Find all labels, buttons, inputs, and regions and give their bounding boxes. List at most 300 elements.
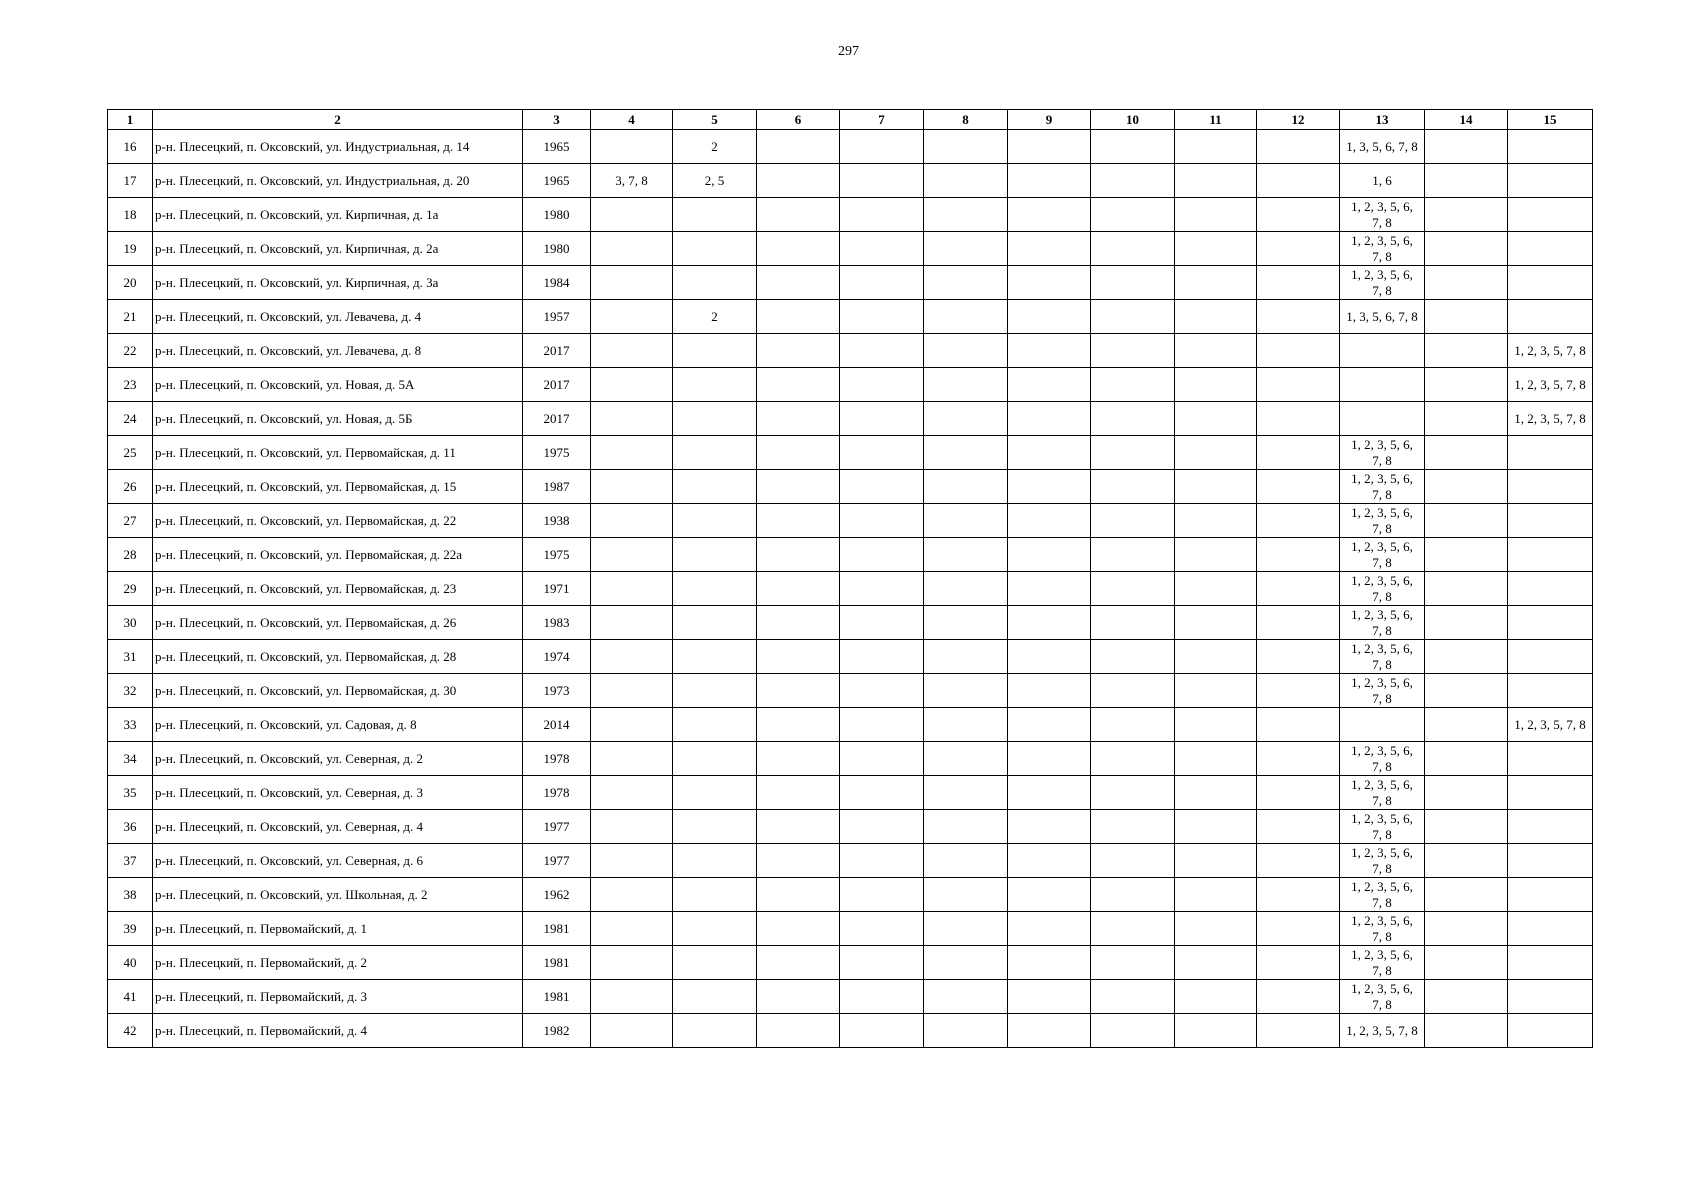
table-cell (1425, 708, 1508, 742)
table-row (108, 164, 1593, 198)
address-cell: р-н. Плесецкий, п. Оксовский, ул. Северная, д. 6 (153, 844, 523, 878)
table-cell (591, 708, 673, 742)
table-cell (591, 844, 673, 878)
table-cell (591, 912, 673, 946)
table-cell (924, 980, 1008, 1014)
table-cell (1175, 1014, 1257, 1048)
table-cell (1175, 878, 1257, 912)
table-cell (591, 402, 673, 436)
row-number-cell: 37 (108, 844, 153, 878)
table-cell (1175, 742, 1257, 776)
table-cell (1175, 606, 1257, 640)
address-cell: р-н. Плесецкий, п. Первомайский, д. 4 (153, 1014, 523, 1048)
row-number-cell: 20 (108, 266, 153, 300)
table-cell (1508, 980, 1593, 1014)
table-cell (673, 572, 757, 606)
table-cell: 1, 2, 3, 5, 6, 7, 8 (1340, 640, 1425, 674)
table-cell: 1, 2, 3, 5, 6, 7, 8 (1340, 674, 1425, 708)
table-cell (924, 606, 1008, 640)
table-cell (757, 470, 840, 504)
table-cell (840, 402, 924, 436)
table-cell (1425, 198, 1508, 232)
row-number-cell: 16 (108, 130, 153, 164)
address-cell: р-н. Плесецкий, п. Оксовский, ул. Северная, д. 3 (153, 776, 523, 810)
table-cell (1425, 538, 1508, 572)
table-cell (1091, 334, 1175, 368)
column-header-12: 12 (1257, 110, 1340, 130)
table-cell (1425, 640, 1508, 674)
table-cell (673, 436, 757, 470)
table-cell (1091, 572, 1175, 606)
table-cell (591, 198, 673, 232)
address-cell: р-н. Плесецкий, п. Оксовский, ул. Первомайская, д. 28 (153, 640, 523, 674)
table-cell (924, 130, 1008, 164)
table-cell (1257, 946, 1340, 980)
address-cell: р-н. Плесецкий, п. Оксовский, ул. Кирпичная, д. 2а (153, 232, 523, 266)
table-cell (1008, 300, 1091, 334)
table-row (108, 878, 1593, 912)
table-cell (1175, 300, 1257, 334)
table-cell (1175, 402, 1257, 436)
column-header-9: 9 (1008, 110, 1091, 130)
year-cell: 2017 (523, 368, 591, 402)
table-row (108, 334, 1593, 368)
table-cell (1008, 436, 1091, 470)
row-number-cell: 31 (108, 640, 153, 674)
table-cell (1175, 266, 1257, 300)
table-cell (1175, 470, 1257, 504)
table-cell (1425, 266, 1508, 300)
table-cell (1508, 606, 1593, 640)
year-cell: 1980 (523, 198, 591, 232)
table-cell (1175, 946, 1257, 980)
table-cell (1008, 572, 1091, 606)
table-cell (757, 164, 840, 198)
year-cell: 1965 (523, 164, 591, 198)
table-cell (591, 742, 673, 776)
table-cell (924, 504, 1008, 538)
address-cell: р-н. Плесецкий, п. Оксовский, ул. Первомайская, д. 15 (153, 470, 523, 504)
table-cell (840, 198, 924, 232)
table-cell (1257, 844, 1340, 878)
table-cell (840, 470, 924, 504)
table-cell (1425, 844, 1508, 878)
table-cell (1175, 538, 1257, 572)
table-row (108, 912, 1593, 946)
table-row (108, 776, 1593, 810)
table-cell (673, 912, 757, 946)
year-cell: 1957 (523, 300, 591, 334)
address-cell: р-н. Плесецкий, п. Оксовский, ул. Северная, д. 2 (153, 742, 523, 776)
table-cell (1508, 946, 1593, 980)
table-cell (1091, 368, 1175, 402)
row-number-cell: 28 (108, 538, 153, 572)
header-row (108, 110, 1593, 130)
table-cell (1008, 334, 1091, 368)
table-cell (840, 164, 924, 198)
table-cell (591, 368, 673, 402)
column-header-5: 5 (673, 110, 757, 130)
table-cell (1091, 198, 1175, 232)
year-cell: 1978 (523, 742, 591, 776)
table-cell (1425, 1014, 1508, 1048)
address-cell: р-н. Плесецкий, п. Оксовский, ул. Первомайская, д. 23 (153, 572, 523, 606)
address-cell: р-н. Плесецкий, п. Оксовский, ул. Новая, д. 5А (153, 368, 523, 402)
table-cell (1008, 640, 1091, 674)
year-cell: 1984 (523, 266, 591, 300)
table-cell (924, 538, 1008, 572)
table-cell (1257, 198, 1340, 232)
table-cell (1091, 878, 1175, 912)
table-cell (1508, 266, 1593, 300)
table-cell (757, 572, 840, 606)
table-cell (1091, 232, 1175, 266)
table-cell: 1, 2, 3, 5, 6, 7, 8 (1340, 266, 1425, 300)
table-cell (1257, 334, 1340, 368)
year-cell: 1975 (523, 538, 591, 572)
table-cell (924, 810, 1008, 844)
table-cell (1008, 232, 1091, 266)
table-cell (1508, 436, 1593, 470)
column-header-8: 8 (924, 110, 1008, 130)
table-cell (840, 572, 924, 606)
table-cell (1175, 810, 1257, 844)
address-cell: р-н. Плесецкий, п. Первомайский, д. 2 (153, 946, 523, 980)
table-cell (924, 198, 1008, 232)
table-cell (1175, 436, 1257, 470)
table-cell (1008, 606, 1091, 640)
table-cell (1425, 742, 1508, 776)
table-cell (1091, 266, 1175, 300)
table-cell (924, 368, 1008, 402)
table-cell (673, 334, 757, 368)
year-cell: 1977 (523, 810, 591, 844)
table-cell (840, 878, 924, 912)
table-cell (1425, 674, 1508, 708)
table-cell (840, 232, 924, 266)
table-cell (757, 436, 840, 470)
table-cell (840, 504, 924, 538)
table-cell (673, 232, 757, 266)
table-cell (1175, 164, 1257, 198)
table-cell (1175, 504, 1257, 538)
table-cell (1257, 878, 1340, 912)
table-cell (1425, 368, 1508, 402)
year-cell: 1983 (523, 606, 591, 640)
table-cell (1425, 504, 1508, 538)
column-header-3: 3 (523, 110, 591, 130)
row-number-cell: 19 (108, 232, 153, 266)
column-header-15: 15 (1508, 110, 1593, 130)
table-cell (757, 674, 840, 708)
table-cell (1175, 232, 1257, 266)
table-cell (924, 674, 1008, 708)
table-cell (1257, 980, 1340, 1014)
table-cell (1257, 504, 1340, 538)
table-cell (1008, 810, 1091, 844)
table-cell: 1, 2, 3, 5, 6, 7, 8 (1340, 504, 1425, 538)
table-cell (1508, 912, 1593, 946)
table-cell (1091, 300, 1175, 334)
table-cell (673, 946, 757, 980)
table-cell (1091, 538, 1175, 572)
table-row (108, 266, 1593, 300)
table-cell (1175, 130, 1257, 164)
table-row (108, 504, 1593, 538)
table-cell: 2 (673, 130, 757, 164)
table-cell (757, 810, 840, 844)
table-cell (673, 844, 757, 878)
table-cell: 1, 2, 3, 5, 7, 8 (1340, 1014, 1425, 1048)
table-cell (757, 708, 840, 742)
table-cell (840, 912, 924, 946)
table-cell (757, 946, 840, 980)
row-number-cell: 40 (108, 946, 153, 980)
table-row (108, 844, 1593, 878)
table-cell (757, 640, 840, 674)
table-row (108, 198, 1593, 232)
table-cell (673, 980, 757, 1014)
table-cell: 1, 6 (1340, 164, 1425, 198)
table-cell (924, 640, 1008, 674)
table-cell (1091, 606, 1175, 640)
table-cell (1008, 164, 1091, 198)
table-cell (1257, 368, 1340, 402)
table-row (108, 1014, 1593, 1048)
table-cell: 1, 2, 3, 5, 7, 8 (1508, 402, 1593, 436)
row-number-cell: 39 (108, 912, 153, 946)
year-cell: 1975 (523, 436, 591, 470)
table-cell (591, 504, 673, 538)
table-cell (1091, 1014, 1175, 1048)
row-number-cell: 23 (108, 368, 153, 402)
year-cell: 1971 (523, 572, 591, 606)
table-cell (840, 300, 924, 334)
table-cell (840, 606, 924, 640)
table-cell (1425, 810, 1508, 844)
table-cell (673, 504, 757, 538)
table-cell: 1, 2, 3, 5, 6, 7, 8 (1340, 742, 1425, 776)
table-cell (757, 130, 840, 164)
table-cell (840, 130, 924, 164)
address-cell: р-н. Плесецкий, п. Оксовский, ул. Первомайская, д. 26 (153, 606, 523, 640)
table-cell (924, 776, 1008, 810)
table-cell (673, 776, 757, 810)
table-cell (924, 164, 1008, 198)
row-number-cell: 22 (108, 334, 153, 368)
year-cell: 2017 (523, 334, 591, 368)
table-row (108, 708, 1593, 742)
table-cell (757, 538, 840, 572)
table-cell (673, 402, 757, 436)
table-cell: 1, 2, 3, 5, 7, 8 (1508, 708, 1593, 742)
table-cell: 1, 2, 3, 5, 6, 7, 8 (1340, 878, 1425, 912)
row-number-cell: 33 (108, 708, 153, 742)
table-cell (1175, 572, 1257, 606)
table-cell (1091, 946, 1175, 980)
year-cell: 1981 (523, 946, 591, 980)
table-cell (1508, 504, 1593, 538)
table-cell (757, 300, 840, 334)
address-cell: р-н. Плесецкий, п. Оксовский, ул. Первомайская, д. 30 (153, 674, 523, 708)
table-row (108, 606, 1593, 640)
table-cell (1257, 776, 1340, 810)
table-cell: 1, 2, 3, 5, 6, 7, 8 (1340, 946, 1425, 980)
table-cell: 1, 2, 3, 5, 7, 8 (1508, 368, 1593, 402)
table-cell (591, 878, 673, 912)
table-cell (840, 334, 924, 368)
table-cell (757, 606, 840, 640)
table-cell (673, 708, 757, 742)
table-cell (1175, 334, 1257, 368)
table-cell (1008, 538, 1091, 572)
address-cell: р-н. Плесецкий, п. Оксовский, ул. Индустриальная, д. 14 (153, 130, 523, 164)
table-cell (1008, 674, 1091, 708)
table-cell (840, 368, 924, 402)
table-cell (1508, 776, 1593, 810)
table-cell (591, 130, 673, 164)
row-number-cell: 17 (108, 164, 153, 198)
table-row (108, 674, 1593, 708)
table-cell (1091, 640, 1175, 674)
table-row (108, 572, 1593, 606)
table-cell (591, 334, 673, 368)
table-cell (1175, 198, 1257, 232)
table-cell (1257, 164, 1340, 198)
table-row (108, 368, 1593, 402)
table-cell (757, 912, 840, 946)
column-header-2: 2 (153, 110, 523, 130)
table-cell (1091, 912, 1175, 946)
table-cell (1008, 402, 1091, 436)
address-cell: р-н. Плесецкий, п. Первомайский, д. 1 (153, 912, 523, 946)
table-cell: 1, 2, 3, 5, 6, 7, 8 (1340, 232, 1425, 266)
table-cell: 1, 2, 3, 5, 6, 7, 8 (1340, 606, 1425, 640)
table-cell (1008, 368, 1091, 402)
table-cell (757, 232, 840, 266)
row-number-cell: 25 (108, 436, 153, 470)
table-cell (1008, 878, 1091, 912)
table-cell (840, 946, 924, 980)
table-cell (924, 402, 1008, 436)
table-cell (591, 606, 673, 640)
table-cell (757, 1014, 840, 1048)
address-cell: р-н. Плесецкий, п. Оксовский, ул. Школьная, д. 2 (153, 878, 523, 912)
table-cell (840, 266, 924, 300)
table-cell (1425, 300, 1508, 334)
table-cell: 1, 2, 3, 5, 6, 7, 8 (1340, 538, 1425, 572)
table-cell (1008, 776, 1091, 810)
table-cell (757, 334, 840, 368)
year-cell: 1962 (523, 878, 591, 912)
table-cell (1425, 776, 1508, 810)
year-cell: 1973 (523, 674, 591, 708)
table-cell: 1, 2, 3, 5, 6, 7, 8 (1340, 198, 1425, 232)
table-row (108, 130, 1593, 164)
table-cell (1257, 708, 1340, 742)
table-cell (840, 1014, 924, 1048)
table-cell (840, 810, 924, 844)
table-cell (1508, 1014, 1593, 1048)
table-cell (1091, 504, 1175, 538)
table-cell (1425, 912, 1508, 946)
table-cell: 1, 2, 3, 5, 6, 7, 8 (1340, 980, 1425, 1014)
table-cell (757, 198, 840, 232)
column-header-11: 11 (1175, 110, 1257, 130)
column-header-13: 13 (1340, 110, 1425, 130)
table-cell (924, 334, 1008, 368)
table-cell (924, 1014, 1008, 1048)
address-cell: р-н. Плесецкий, п. Оксовский, ул. Левачева, д. 8 (153, 334, 523, 368)
table-cell (1257, 1014, 1340, 1048)
table-cell (1257, 640, 1340, 674)
table-cell (591, 946, 673, 980)
table-cell (1008, 844, 1091, 878)
table-cell (1508, 164, 1593, 198)
table-cell (1257, 232, 1340, 266)
table-cell (591, 776, 673, 810)
table-cell (1175, 640, 1257, 674)
table-cell (591, 436, 673, 470)
row-number-cell: 35 (108, 776, 153, 810)
table-cell (1508, 232, 1593, 266)
year-cell: 2014 (523, 708, 591, 742)
table-cell (757, 878, 840, 912)
year-cell: 1980 (523, 232, 591, 266)
table-cell (1340, 368, 1425, 402)
table-cell (591, 1014, 673, 1048)
table-cell (924, 912, 1008, 946)
table-cell (1425, 232, 1508, 266)
column-header-6: 6 (757, 110, 840, 130)
address-cell: р-н. Плесецкий, п. Оксовский, ул. Первомайская, д. 22 (153, 504, 523, 538)
table-cell (591, 572, 673, 606)
table-cell (591, 470, 673, 504)
table-cell (591, 640, 673, 674)
table-cell (1175, 368, 1257, 402)
row-number-cell: 38 (108, 878, 153, 912)
table-cell (1091, 402, 1175, 436)
data-table (107, 109, 1593, 1048)
table-cell (673, 368, 757, 402)
table-cell (1091, 980, 1175, 1014)
table-cell (1175, 844, 1257, 878)
address-cell: р-н. Плесецкий, п. Первомайский, д. 3 (153, 980, 523, 1014)
table-cell (1175, 708, 1257, 742)
year-cell: 1977 (523, 844, 591, 878)
table-cell (1091, 436, 1175, 470)
year-cell: 1938 (523, 504, 591, 538)
table-cell (1425, 470, 1508, 504)
row-number-cell: 34 (108, 742, 153, 776)
table-cell (673, 742, 757, 776)
table-cell (1508, 674, 1593, 708)
table-cell (591, 980, 673, 1014)
table-cell (924, 232, 1008, 266)
table-cell (1008, 742, 1091, 776)
table-cell (673, 674, 757, 708)
table-cell (673, 538, 757, 572)
table-cell (1175, 980, 1257, 1014)
table-cell (673, 198, 757, 232)
table-cell (1340, 708, 1425, 742)
table-cell (1425, 572, 1508, 606)
table-cell: 1, 2, 3, 5, 6, 7, 8 (1340, 572, 1425, 606)
row-number-cell: 42 (108, 1014, 153, 1048)
address-cell: р-н. Плесецкий, п. Оксовский, ул. Садовая, д. 8 (153, 708, 523, 742)
year-cell: 1987 (523, 470, 591, 504)
table-cell (1340, 334, 1425, 368)
